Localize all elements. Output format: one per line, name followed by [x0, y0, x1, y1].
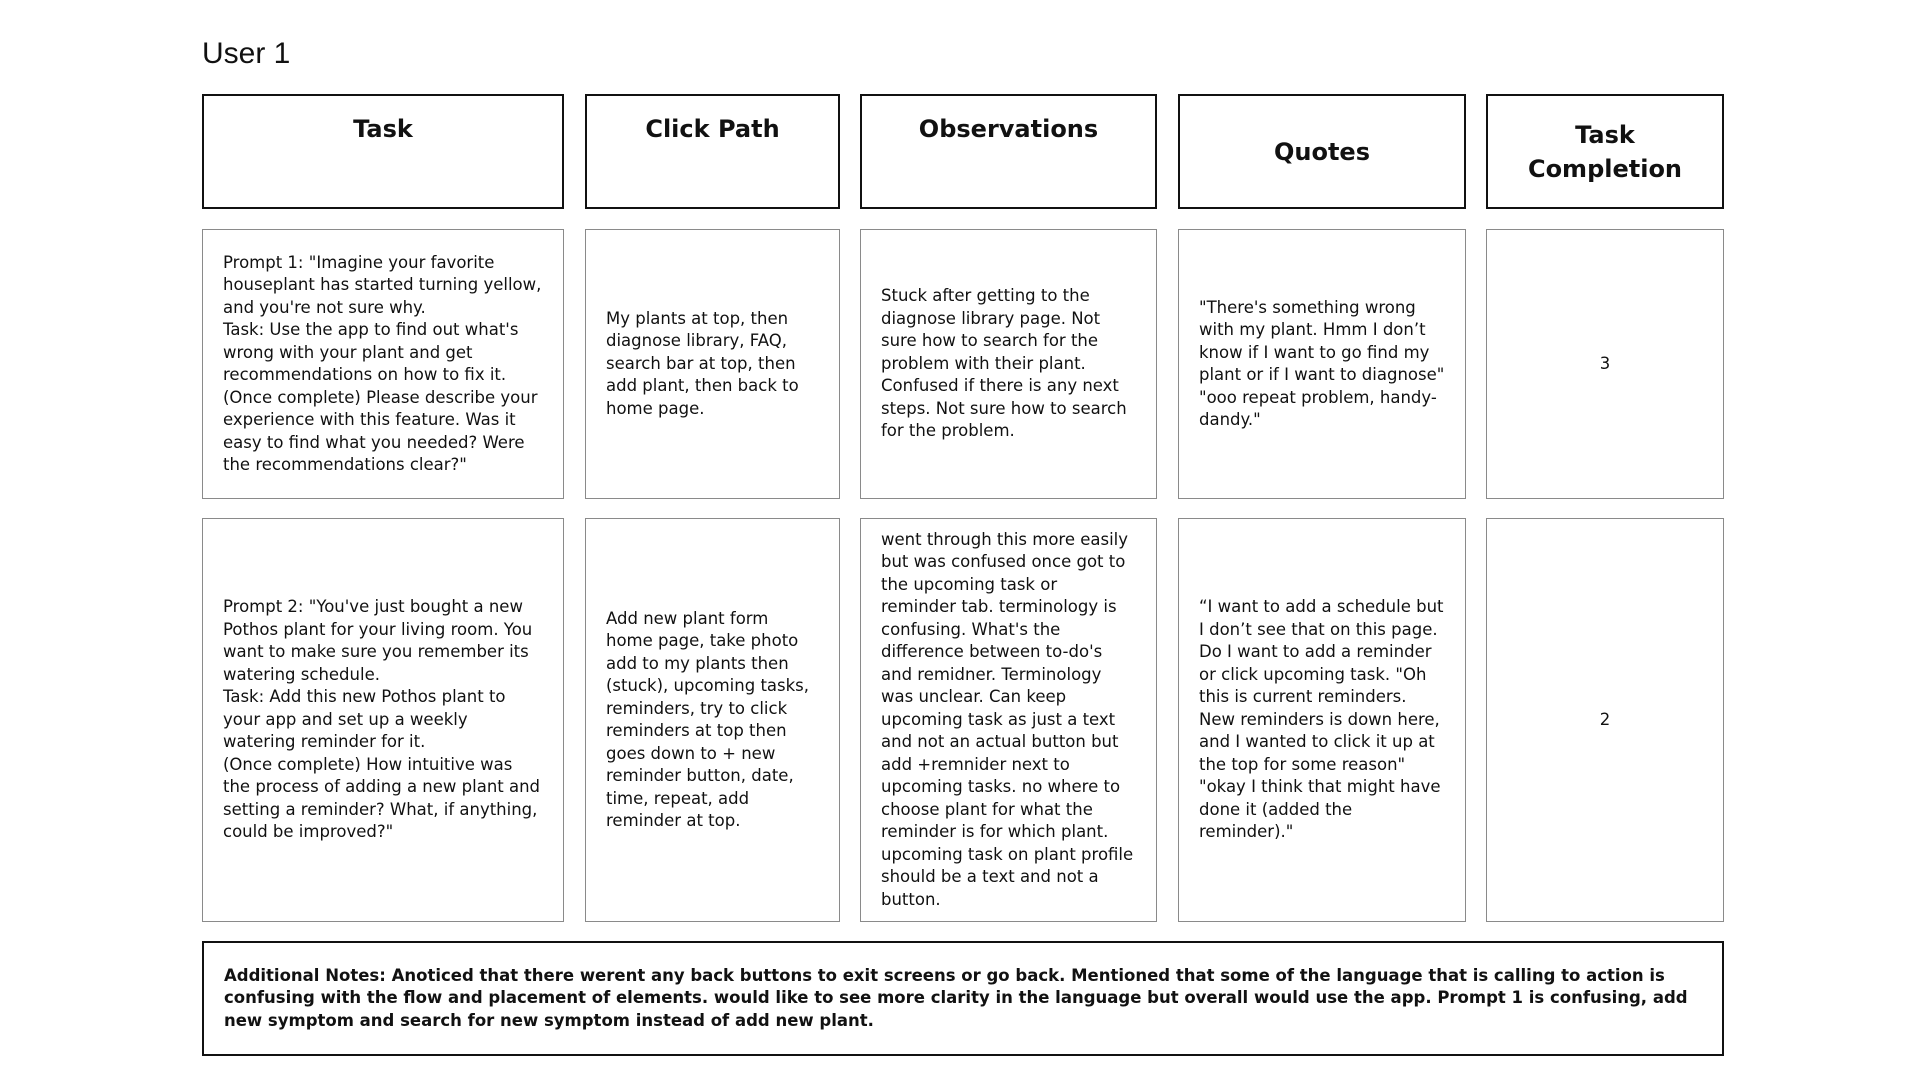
row-2-click-path-cell [585, 518, 840, 922]
header-task-completion-label: Task Completion [1527, 120, 1683, 183]
header-task-completion [1486, 94, 1724, 209]
row-1-completion-cell [1486, 229, 1724, 499]
row-2-quotes-cell [1178, 518, 1466, 922]
header-task [202, 94, 564, 209]
header-observations-label: Observations [918, 115, 1099, 143]
header-click-path-label: Click Path [645, 115, 780, 143]
header-task-label: Task [353, 115, 413, 143]
page-title: User 1 [202, 37, 291, 70]
row-2-task-cell [202, 518, 564, 922]
row-2-completion: 2 [1599, 709, 1611, 729]
row-1-click-path-cell [585, 229, 840, 499]
row-1-observations-cell [860, 229, 1157, 499]
additional-notes [202, 941, 1724, 1056]
header-quotes-label: Quotes [1273, 137, 1370, 166]
row-2-task: Prompt 2: "You've just bought a new Pothos plant for your living room. You want to make sure you remember its watering schedule. Task: Add this new Pothos plant to your app and set up a weekly watering reminder for it. (Once complete) How intuitive was the process of adding a new plant and setting a reminder? What, if anything, could be improved?" [223, 597, 541, 842]
header-click-path [585, 94, 840, 209]
row-1-observations: Stuck after getting to the diagnose library page. Not sure how to search for the problem with their plant. Confused if there is any next steps. Not sure how to search for the problem. [881, 286, 1127, 441]
row-1-quotes-cell [1178, 229, 1466, 499]
row-2-click-path: Add new plant form home page, take photo add to my plants then (stuck), upcoming tasks, reminders, try to click reminders at top then goes down to + new reminder button, date, time, repeat, add reminder at top. [606, 608, 810, 830]
header-quotes [1178, 94, 1466, 209]
row-2-quotes: “I want to add a schedule but I don’t see that on this page. Do I want to add a reminder or click upcoming task. "Oh this is current reminders. New reminders is down here, and I wanted to click it up at the top for some reason" "okay I think that might have done it (added the reminder)." [1199, 597, 1444, 842]
additional-notes-text: Additional Notes: Anoticed that there werent any back buttons to exit screens or go back. Mentioned that some of the language that is calling to action is confusing with the flow and placement of elements. would like to see more clarity in the language but overall would use the app. Prompt 1 is confusing, add new symptom and search for new symptom instead of add new plant. [224, 965, 1688, 1030]
row-2-observations: went through this more easily but was confused once got to the upcoming task or reminder tab. terminology is confusing. What's the difference between to-do's and remidner. Terminology was unclear. Can keep upcoming task as just a text and not an actual button but add +remnider next to upcoming tasks. no where to choose plant for what the reminder is for which plant. upcoming task on plant profile should be a text and not a button. [881, 529, 1134, 909]
header-observations [860, 94, 1157, 209]
row-2-observations-cell [860, 518, 1157, 922]
row-1-completion: 3 [1599, 353, 1611, 373]
row-1-click-path: My plants at top, then diagnose library, FAQ, search bar at top, then add plant, then back to home page. [606, 308, 799, 418]
row-1-task-cell [202, 229, 564, 499]
row-1-quotes: "There's something wrong with my plant. Hmm I don’t know if I want to go find my plant or if I want to diagnose" "ooo repeat problem, handy-dandy." [1199, 297, 1445, 429]
row-2-completion-cell [1486, 518, 1724, 922]
row-1-task: Prompt 1: "Imagine your favorite houseplant has started turning yellow, and you're not sure why. Task: Use the app to find out what's wrong with your plant and get recommendations on how to fix it. (Once complete) Please describe your experience with this feature. Was it easy to find what you needed? Were the recommendations clear?" [223, 252, 542, 474]
